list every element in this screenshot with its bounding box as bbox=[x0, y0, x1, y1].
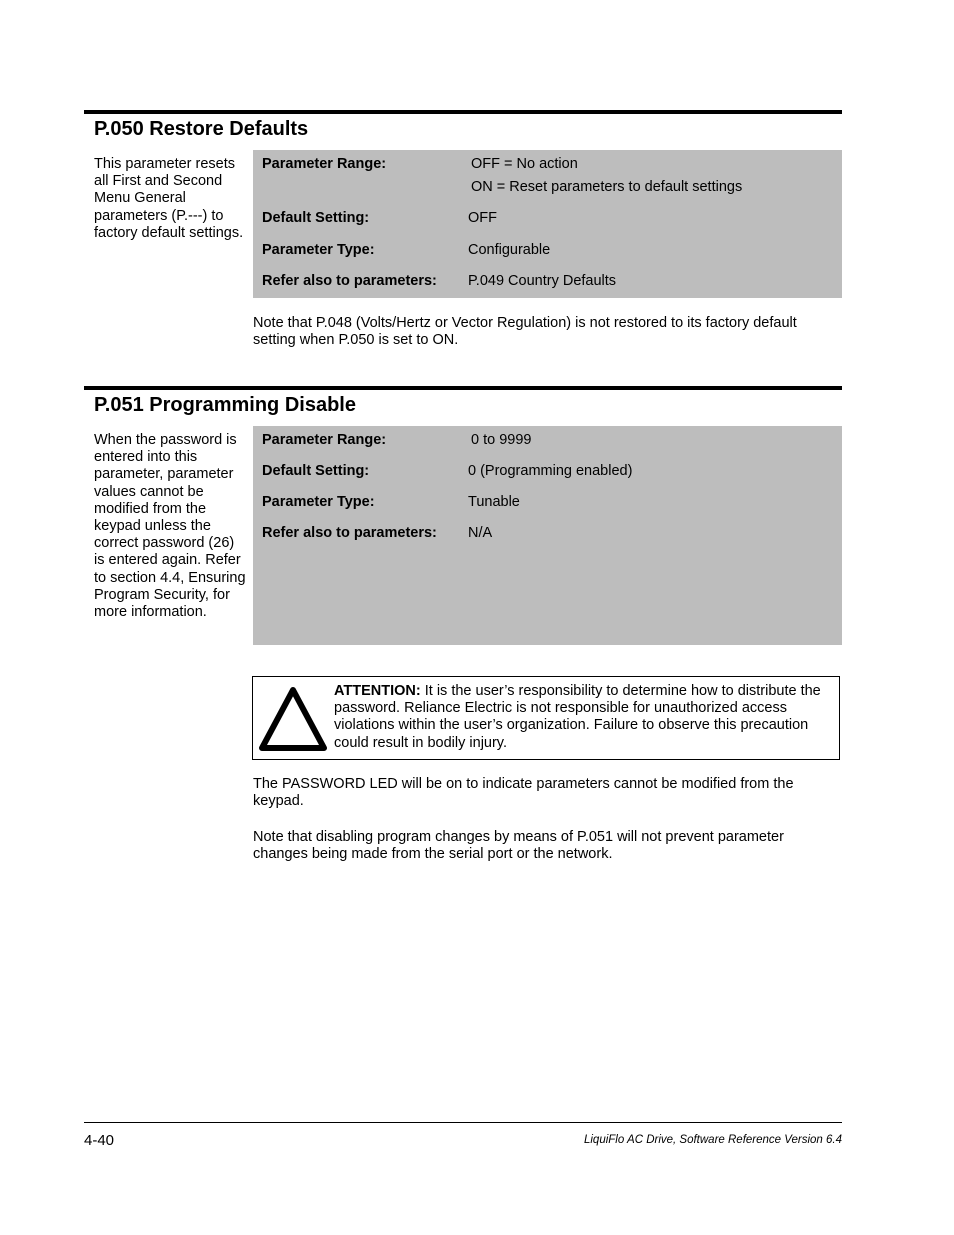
default-label: Default Setting: bbox=[262, 463, 370, 479]
description-p050: This parameter resets all First and Second Menu General parameters (P.---) to factory default settings. bbox=[94, 156, 244, 241]
description-p051: When the password is entered into this parameter, parameter values cannot be modified from the keypad unless the correct password (26) is entered again. Refer to section 4.4, Ensuring Program Security, for more information. bbox=[94, 432, 246, 621]
attention-box bbox=[252, 676, 840, 760]
note-serial-port: Note that disabling program changes by means of P.051 will not prevent parameter changes being made from the serial port or the network. bbox=[253, 829, 784, 863]
refer-label: Refer also to parameters: bbox=[262, 525, 437, 541]
type-label: Parameter Type: bbox=[262, 494, 375, 510]
document-title: LiquiFlo AC Drive, Software Reference Version 6.4 bbox=[583, 1134, 842, 1146]
note-p050: Note that P.048 (Volts/Hertz or Vector Regulation) is not restored to its factory default setting when P.050 is set to ON. bbox=[253, 315, 797, 349]
range-label: Parameter Range: bbox=[262, 432, 387, 448]
range-value-on: ON = Reset parameters to default settings bbox=[471, 179, 743, 195]
refer-label: Refer also to parameters: bbox=[262, 273, 437, 289]
default-label: Default Setting: bbox=[262, 210, 370, 226]
section-rule-p051 bbox=[84, 386, 842, 390]
range-value: 0 to 9999 bbox=[471, 432, 532, 448]
type-value: Tunable bbox=[468, 494, 520, 510]
attention-label: ATTENTION: bbox=[334, 683, 421, 699]
page-number: 4-40 bbox=[84, 1132, 115, 1149]
heading-p051: P.051 Programming Disable bbox=[94, 394, 356, 416]
heading-p050: P.050 Restore Defaults bbox=[94, 118, 309, 140]
section-rule-p050 bbox=[84, 110, 842, 114]
default-value: 0 (Programming enabled) bbox=[468, 463, 633, 479]
warning-triangle-icon bbox=[258, 686, 328, 752]
range-label: Parameter Range: bbox=[262, 156, 387, 172]
parameter-table-p050 bbox=[253, 150, 842, 298]
note-password-led: The PASSWORD LED will be on to indicate parameters cannot be modified from the keypad. bbox=[253, 776, 794, 810]
type-label: Parameter Type: bbox=[262, 242, 375, 258]
footer-rule bbox=[84, 1122, 842, 1123]
type-value: Configurable bbox=[468, 242, 551, 258]
attention-text: It is the user’s responsibility to determine how to distribute the password. Reliance Electric is not responsible for unauthorized access violations within the user’s organization. Failure to observe this precaution could result in bodily injury. bbox=[334, 683, 821, 751]
refer-value: N/A bbox=[468, 525, 493, 541]
refer-value: P.049 Country Defaults bbox=[468, 273, 617, 289]
range-value-off: OFF = No action bbox=[471, 156, 578, 172]
default-value: OFF bbox=[468, 210, 497, 226]
parameter-table-p051 bbox=[253, 426, 842, 645]
attention-text-block bbox=[334, 683, 834, 752]
